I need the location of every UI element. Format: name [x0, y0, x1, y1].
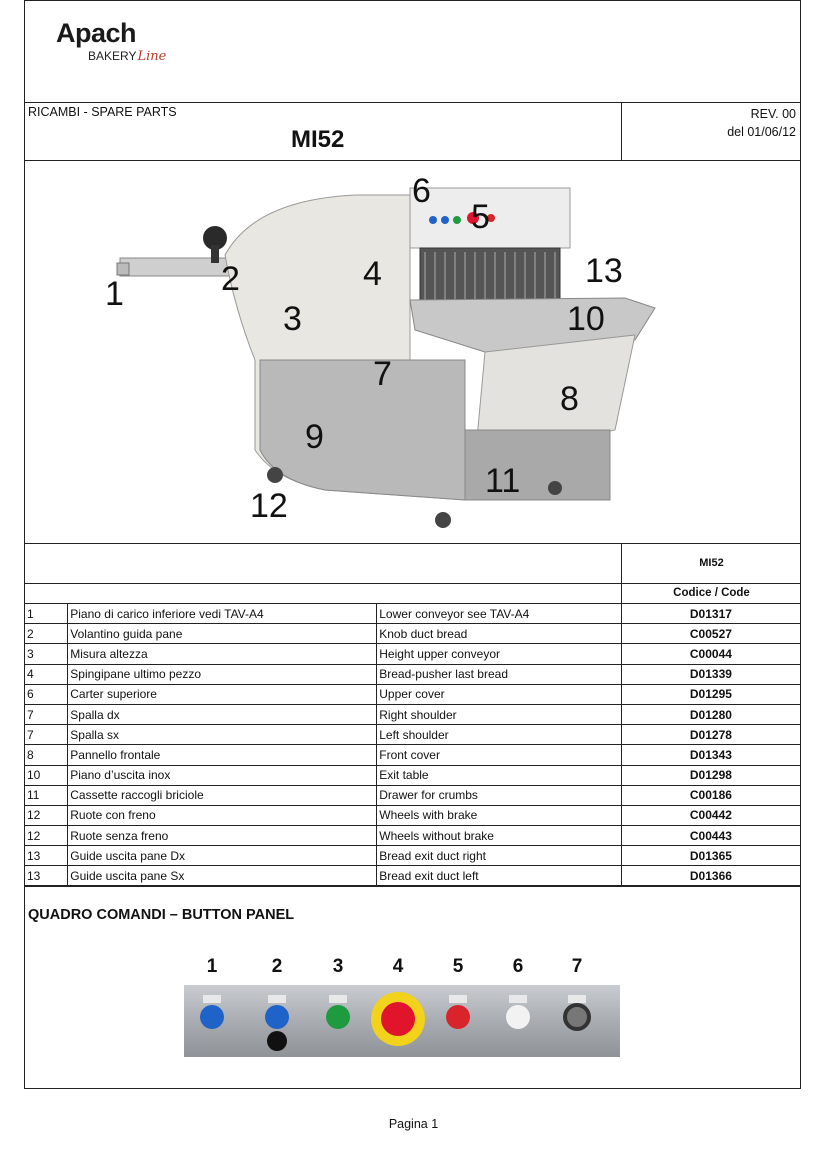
table-model-header	[25, 543, 800, 584]
part-number-cell: 1	[25, 604, 68, 624]
part-code-cell: C00527	[621, 624, 800, 644]
part-number-cell: 7	[25, 704, 68, 724]
description-it-cell: Piano d’uscita inox	[68, 765, 377, 785]
description-it-cell: Cassette raccogli briciole	[68, 785, 377, 805]
description-en-cell: Exit table	[377, 765, 622, 785]
table-row	[25, 624, 800, 644]
description-en-cell: Wheels with brake	[377, 805, 622, 825]
callout-4: 4	[363, 255, 382, 293]
part-code-cell: D01295	[621, 684, 800, 704]
panel-button-5	[446, 995, 470, 1029]
part-code-cell: D01278	[621, 725, 800, 745]
document-header	[25, 102, 800, 161]
part-number-cell: 8	[25, 745, 68, 765]
callout-11: 11	[485, 462, 521, 500]
description-en-cell: Height upper conveyor	[377, 644, 622, 664]
part-number-cell: 4	[25, 664, 68, 684]
description-en-cell: Bread exit duct left	[377, 866, 622, 886]
part-code-cell: D01366	[621, 866, 800, 886]
revision-info	[727, 105, 796, 141]
brand-sub-text: BAKERY	[88, 49, 137, 63]
code-column-header: Codice / Code	[673, 587, 750, 599]
spare-parts-table	[25, 603, 800, 887]
document-frame	[24, 0, 801, 1089]
table-row	[25, 664, 800, 684]
table-row	[25, 604, 800, 624]
description-it-cell: Misura altezza	[68, 644, 377, 664]
callout-8: 8	[560, 380, 579, 418]
table-row	[25, 704, 800, 724]
part-number-cell: 7	[25, 725, 68, 745]
description-it-cell: Volantino guida pane	[68, 624, 377, 644]
table-row	[25, 866, 800, 886]
brand-subline	[88, 49, 166, 64]
part-number-cell: 13	[25, 866, 68, 886]
panel-button-4	[371, 992, 425, 1046]
callout-7: 7	[373, 355, 392, 393]
machine-photo-area	[25, 160, 800, 544]
panel-number-3: 3	[332, 956, 344, 977]
part-code-cell: D01339	[621, 664, 800, 684]
part-number-cell: 6	[25, 684, 68, 704]
description-it-cell: Pannello frontale	[68, 745, 377, 765]
page-footer: Pagina 1	[388, 1117, 439, 1131]
part-code-cell: C00443	[621, 826, 800, 846]
description-it-cell: Spalla dx	[68, 704, 377, 724]
revision-date: del 01/06/12	[727, 125, 796, 139]
description-en-cell: Right shoulder	[377, 704, 622, 724]
table-row	[25, 725, 800, 745]
description-it-cell: Spalla sx	[68, 725, 377, 745]
cover-button-1	[429, 216, 437, 224]
logo-area	[25, 1, 800, 103]
table-row	[25, 745, 800, 765]
machine-illustration	[25, 160, 802, 543]
description-it-cell: Ruote senza freno	[68, 826, 377, 846]
description-en-cell: Knob duct bread	[377, 624, 622, 644]
table-row	[25, 826, 800, 846]
part-code-cell: D01317	[621, 604, 800, 624]
part-number-cell: 3	[25, 644, 68, 664]
description-it-cell: Piano di carico inferiore vedi TAV-A4	[68, 604, 377, 624]
knob-stem-shape	[211, 245, 219, 263]
description-en-cell: Bread-pusher last bread	[377, 664, 622, 684]
table-row	[25, 684, 800, 704]
part-code-cell: D01280	[621, 704, 800, 724]
part-number-cell: 12	[25, 826, 68, 846]
panel-number-5: 5	[452, 956, 464, 977]
button-panel-photo	[184, 985, 622, 1059]
table-row	[25, 765, 800, 785]
callout-1: 1	[105, 275, 124, 313]
cover-button-3	[453, 216, 461, 224]
part-number-cell: 11	[25, 785, 68, 805]
header-title-cell	[25, 102, 622, 160]
description-it-cell: Guide uscita pane Sx	[68, 866, 377, 886]
table-model-label: MI52	[699, 557, 724, 569]
description-en-cell: Front cover	[377, 745, 622, 765]
panel-number-7: 7	[571, 956, 583, 977]
panel-number-2: 2	[271, 956, 283, 977]
callout-2: 2	[221, 260, 240, 298]
part-number-cell: 2	[25, 624, 68, 644]
table-row	[25, 785, 800, 805]
table-code-header	[25, 583, 800, 604]
panel-button-3	[326, 995, 350, 1029]
header-label: RICAMBI - SPARE PARTS	[28, 105, 177, 119]
revision-number: REV. 00	[750, 107, 796, 121]
part-code-cell: D01343	[621, 745, 800, 765]
spare-parts-body	[25, 604, 800, 887]
panel-number-4: 4	[392, 956, 404, 977]
code-header-blank	[25, 583, 622, 603]
callout-6: 6	[412, 172, 431, 210]
description-en-cell: Lower conveyor see TAV-A4	[377, 604, 622, 624]
part-code-cell: C00186	[621, 785, 800, 805]
description-en-cell: Upper cover	[377, 684, 622, 704]
description-en-cell: Left shoulder	[377, 725, 622, 745]
brand-logo: Apach	[56, 18, 137, 48]
table-row	[25, 805, 800, 825]
panel-number-1: 1	[206, 956, 218, 977]
part-number-cell: 12	[25, 805, 68, 825]
description-en-cell: Drawer for crumbs	[377, 785, 622, 805]
callout-13: 13	[585, 252, 623, 290]
part-code-cell: C00442	[621, 805, 800, 825]
callout-5: 5	[471, 198, 490, 236]
description-it-cell: Carter superiore	[68, 684, 377, 704]
panel-button-1	[200, 995, 224, 1029]
part-number-cell: 10	[25, 765, 68, 785]
part-code-cell: C00044	[621, 644, 800, 664]
description-en-cell: Wheels without brake	[377, 826, 622, 846]
callout-12: 12	[250, 487, 288, 525]
button-panel-title: QUADRO COMANDI – BUTTON PANEL	[28, 907, 295, 923]
brand-sub-script: Line	[137, 49, 167, 64]
table-row	[25, 846, 800, 866]
part-code-cell: D01298	[621, 765, 800, 785]
base-shape	[260, 360, 465, 500]
panel-button-6	[506, 995, 530, 1029]
conveyor-end-shape	[117, 263, 129, 275]
wheel-shape-3	[548, 481, 562, 495]
cover-button-2	[441, 216, 449, 224]
table-row	[25, 644, 800, 664]
callout-9: 9	[305, 418, 324, 456]
table-header-blank	[25, 543, 622, 583]
callout-10: 10	[567, 300, 605, 338]
callout-3: 3	[283, 300, 302, 338]
description-it-cell: Spingipane ultimo pezzo	[68, 664, 377, 684]
description-it-cell: Guide uscita pane Dx	[68, 846, 377, 866]
description-it-cell: Ruote con freno	[68, 805, 377, 825]
part-number-cell: 13	[25, 846, 68, 866]
description-en-cell: Bread exit duct right	[377, 846, 622, 866]
part-code-cell: D01365	[621, 846, 800, 866]
table-bottom-rule	[25, 885, 800, 886]
panel-button-7	[565, 995, 589, 1029]
wheel-shape-2	[435, 512, 451, 528]
panel-number-6: 6	[512, 956, 524, 977]
wheel-shape-1	[267, 467, 283, 483]
model-title: MI52	[291, 126, 345, 153]
